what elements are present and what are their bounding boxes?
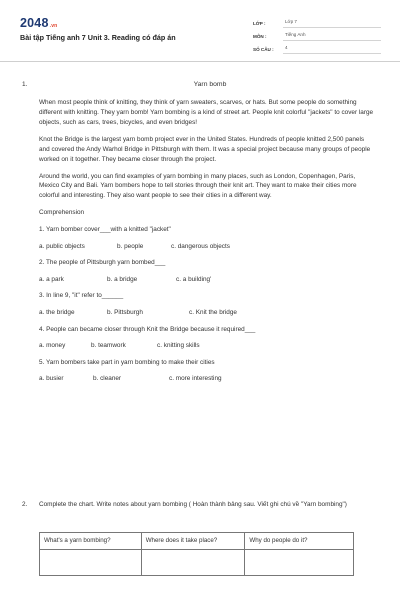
exercise-meta bbox=[253, 15, 381, 54]
answer-option[interactable]: c. more interesting bbox=[169, 375, 222, 383]
answer-option[interactable]: b. Pittsburgh bbox=[107, 308, 143, 316]
table-header: Where does it take place? bbox=[141, 533, 245, 550]
answer-option[interactable]: a. a park bbox=[39, 275, 64, 283]
meta-key: LỚP : bbox=[253, 21, 266, 27]
answer-option[interactable]: a. money bbox=[39, 342, 66, 350]
answer-option[interactable]: b. a bridge bbox=[107, 275, 138, 283]
question-number-2: 2. bbox=[22, 501, 28, 508]
meta-value: Lớp 7 bbox=[283, 19, 381, 28]
meta-value: Tiếng Anh bbox=[283, 32, 381, 41]
passage-paragraph: Around the world, you can find examples of yarn bombing in many places, such as London, Copenhagen, Paris, Mexico City and Bali. Yarn bombers hope to tell stories through their knit art. They want to make their cities more colorful and interesting. They also want people to see their cities in a different way. bbox=[39, 172, 357, 200]
comprehension-label: Comprehension bbox=[39, 209, 85, 217]
answer-option[interactable]: c. a building' bbox=[176, 275, 212, 283]
meta-row-subject bbox=[253, 28, 381, 41]
answer-option[interactable]: c. dangerous objects bbox=[171, 242, 230, 250]
meta-row-class bbox=[253, 15, 381, 28]
question-2-instruction: Complete the chart. Write notes about yarn bombing ( Hoàn thành bảng sau. Viết ghi chú về "Yarn bombing") bbox=[39, 501, 347, 508]
notes-chart bbox=[39, 532, 354, 576]
answer-option[interactable]: b. people bbox=[117, 242, 144, 250]
answer-cell[interactable] bbox=[141, 550, 245, 576]
answer-cell[interactable] bbox=[40, 550, 142, 576]
answer-options bbox=[39, 374, 375, 384]
site-logo[interactable] bbox=[20, 14, 57, 33]
answer-options bbox=[39, 308, 375, 318]
question-text: 4. People can became closer through Knit the Bridge because it required___ bbox=[39, 325, 256, 333]
answer-option[interactable]: b. teamwork bbox=[91, 342, 126, 350]
question-text: 5. Yarn bombers take part in yarn bombing to make their cities bbox=[39, 358, 215, 366]
meta-key: SỐ CÂU : bbox=[253, 47, 274, 53]
answer-option[interactable]: a. the bridge bbox=[39, 308, 75, 316]
exercise-title: Bài tập Tiếng anh 7 Unit 3. Reading có đáp án bbox=[20, 33, 176, 42]
answer-option[interactable]: b. cleaner bbox=[93, 375, 122, 383]
answer-cell[interactable] bbox=[245, 550, 354, 576]
passage-title: Yarn bomb bbox=[193, 81, 227, 88]
question-text: 3. In line 9, "it" refer to______ bbox=[39, 292, 124, 300]
meta-value: 4 bbox=[283, 45, 381, 54]
answer-options bbox=[39, 341, 375, 351]
logo-domain: .vn bbox=[49, 23, 58, 29]
table-row bbox=[40, 550, 354, 576]
table-header: Why do people do it? bbox=[245, 533, 354, 550]
logo-text: 2048 bbox=[20, 16, 49, 30]
table-header: What's a yarn bombing? bbox=[40, 533, 142, 550]
question-text: 2. The people of Pittsburgh yarn bombed___ bbox=[39, 259, 166, 267]
answer-option[interactable]: c. knitting skills bbox=[157, 342, 200, 350]
question-number-1: 1. bbox=[22, 81, 28, 88]
meta-key: MÔN : bbox=[253, 34, 267, 40]
passage-paragraph: When most people think of knitting, they think of yarn sweaters, scarves, or hats. But some people do something different with knitting. They yarn bomb! Yarn bombing is a kind of street art. People knit colorful "jackets" to cover large objects, such as cars, trees, bicycles, and even bridges! bbox=[39, 99, 374, 126]
answer-options bbox=[39, 275, 375, 285]
passage-paragraph: Knot the Bridge is the largest yarn bomb project ever in the United States. Hundreds of people knitted 2,500 panels and covered the Andy Warhol Bridge in Pittsburgh with them. It was a special project because many groups of people worked on it together. They became closer through the project. bbox=[39, 135, 371, 163]
answer-options bbox=[39, 242, 375, 252]
answer-option[interactable]: c. Knit the bridge bbox=[189, 308, 237, 316]
answer-option[interactable]: a. public objects bbox=[39, 242, 85, 250]
page-header bbox=[0, 0, 400, 62]
table-header-row bbox=[40, 533, 354, 550]
question-text: 1. Yarn bomber cover___with a knitted "jacket" bbox=[39, 225, 171, 233]
answer-option[interactable]: a. busier bbox=[39, 375, 64, 383]
question-1-content bbox=[39, 98, 375, 391]
meta-row-question-count bbox=[253, 41, 381, 54]
